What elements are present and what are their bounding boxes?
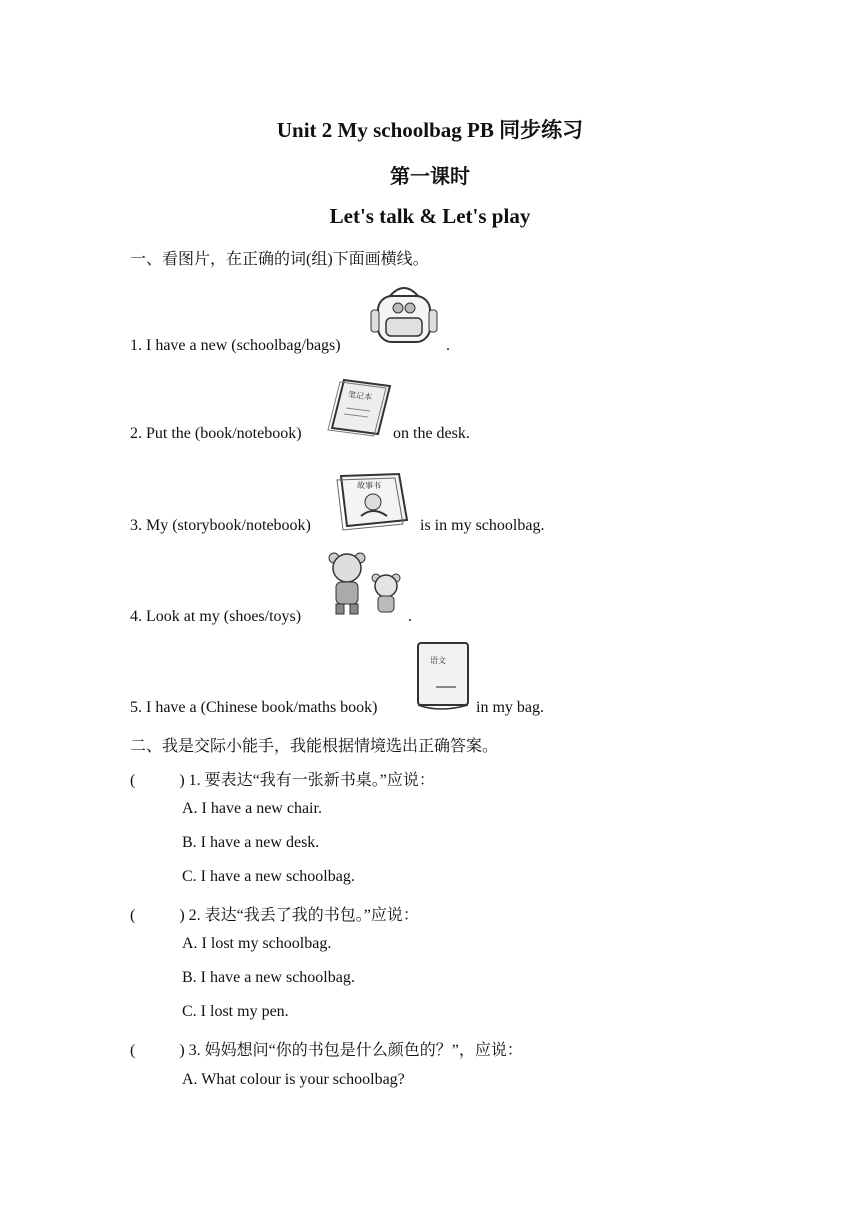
item-2-text: 2. Put the (book/notebook) — [130, 425, 302, 442]
question-3-text: 3. 妈妈想问“你的书包是什么颜色的？”，应说： — [188, 1042, 523, 1059]
item-3-end: is in my schoolbag. — [420, 517, 545, 534]
item-5-text: 5. I have a (Chinese book/maths book) — [130, 699, 378, 716]
question-2-option-a: A. I lost my schoolbag. — [182, 935, 332, 952]
item-4-end: . — [408, 608, 412, 625]
question-1-option-c: C. I have a new schoolbag. — [182, 868, 355, 885]
schoolbag-icon — [368, 282, 440, 348]
notebook-icon — [326, 376, 394, 438]
teddy-bears-icon — [326, 550, 406, 620]
chinese-book-icon — [410, 641, 476, 713]
item-5-end: in my bag. — [476, 699, 544, 716]
question-2: ( ) 2. 表达“我丢了我的书包。”应说： — [130, 907, 419, 924]
question-2-option-b: B. I have a new schoolbag. — [182, 969, 355, 986]
question-1: ( ) 1. 要表达“我有一张新书桌。”应说： — [130, 772, 435, 789]
notebook-cover-text: 笔记本 — [347, 390, 373, 402]
worksheet-title: Unit 2 My schoolbag PB 同步练习 — [276, 118, 584, 142]
worksheet-subtitle: Let's talk & Let's play — [329, 204, 531, 228]
item-2-end: on the desk. — [393, 425, 470, 442]
item-1-text: 1. I have a new (schoolbag/bags) — [130, 337, 341, 354]
item-4-text: 4. Look at my (shoes/toys) — [130, 608, 302, 625]
item-1-end: . — [446, 337, 450, 354]
part2-heading: 二、我是交际小能手，我能根据情境选出正确答案。 — [130, 738, 499, 755]
item-3-text: 3. My (storybook/notebook) — [130, 517, 311, 534]
question-3: ( ) 3. 妈妈想问“你的书包是什么颜色的？”，应说： — [130, 1042, 523, 1059]
storybook-icon — [333, 470, 411, 532]
question-1-option-b: B. I have a new desk. — [182, 834, 320, 851]
question-2-option-c: C. I lost my pen. — [182, 1003, 289, 1020]
question-2-text: 2. 表达“我丢了我的书包。”应说： — [188, 907, 419, 924]
question-1-text: 1. 要表达“我有一张新书桌。”应说： — [188, 772, 435, 789]
chinese-book-cover-text: 语文 — [430, 656, 446, 665]
lesson-label: 第一课时 — [390, 166, 470, 188]
question-3-option-a: A. What colour is your schoolbag? — [182, 1071, 405, 1088]
storybook-cover-text: 故事书 — [357, 481, 381, 490]
part1-heading: 一、看图片，在正确的词(组)下面画横线。 — [130, 251, 429, 268]
question-1-option-a: A. I have a new chair. — [182, 800, 322, 817]
